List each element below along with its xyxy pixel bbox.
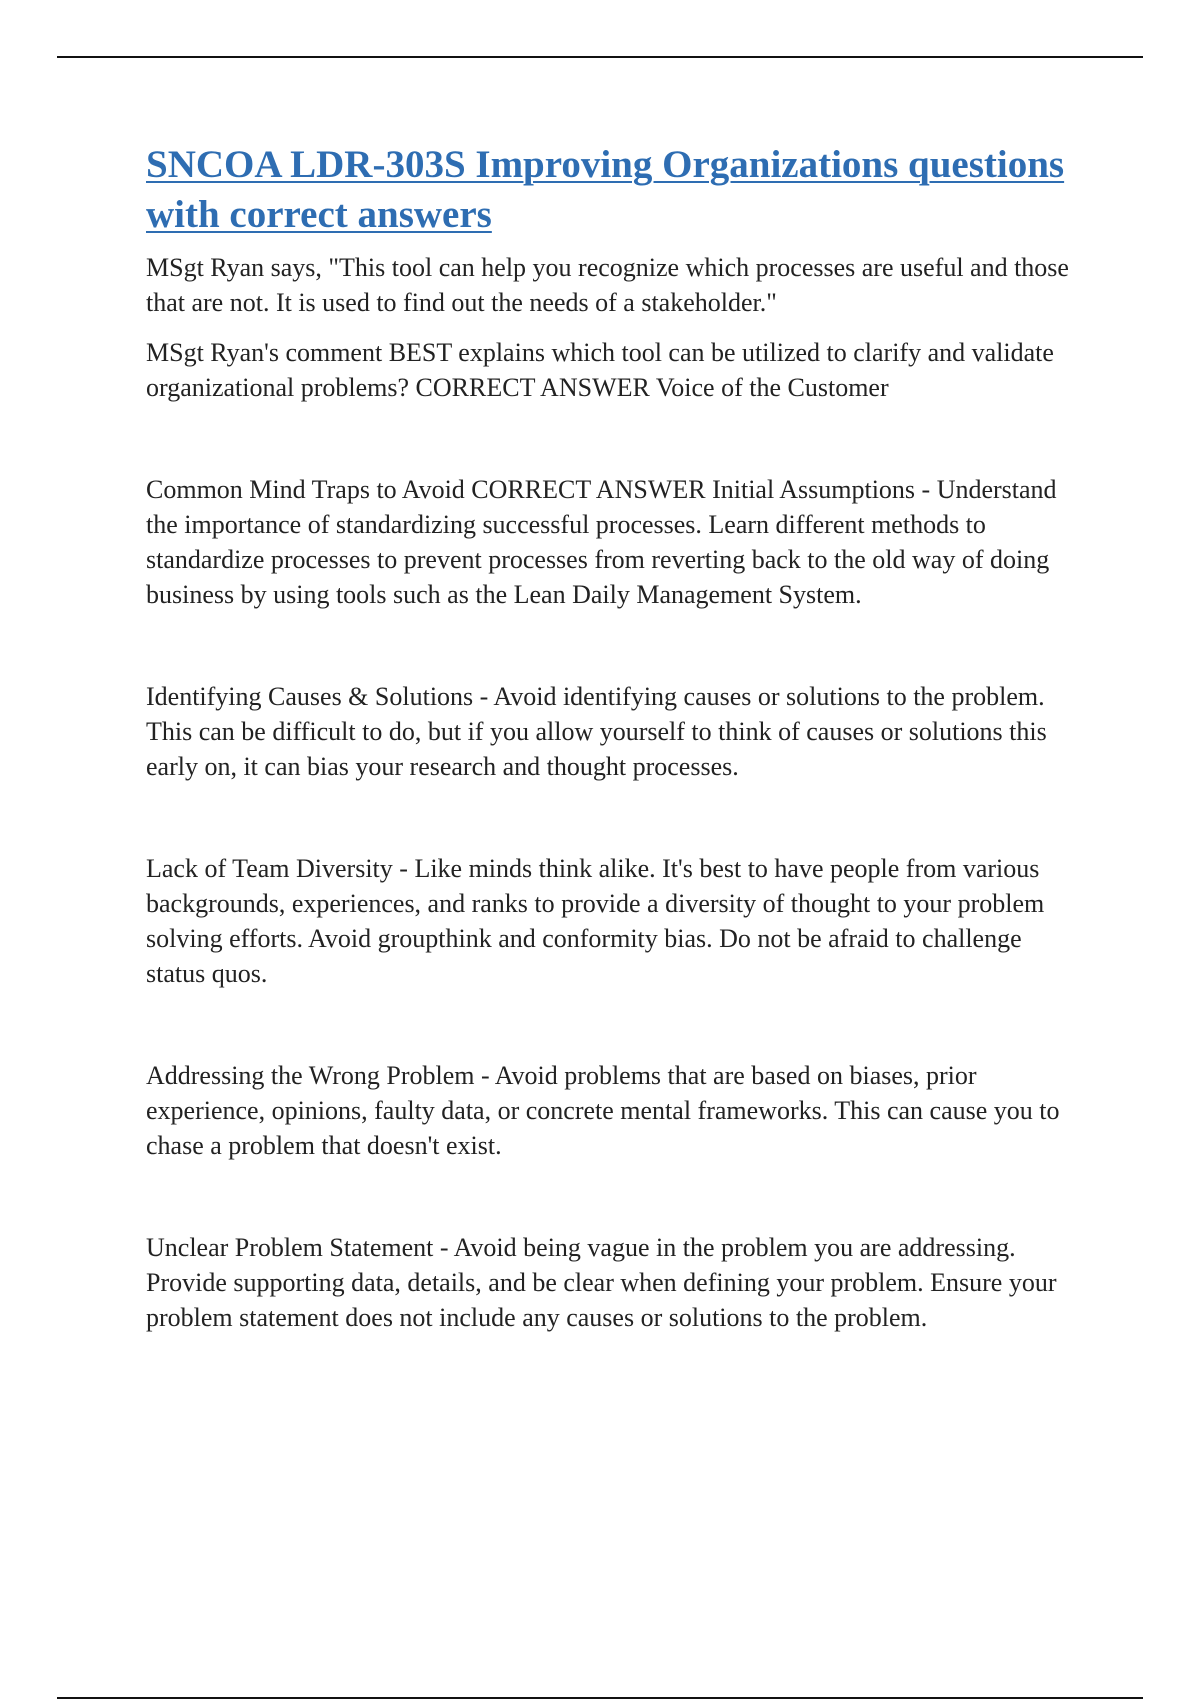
document-title-link[interactable]: SNCOA LDR-303S Improving Organizations questions with correct answers: [146, 143, 1065, 236]
bottom-rule: [57, 1697, 1143, 1699]
paragraph-wrong-problem: Addressing the Wrong Problem - Avoid problems that are based on biases, prior experience, opinions, faulty data, or concrete mental frameworks. This can cause you to chase a problem that doesn't exist.: [146, 1061, 1060, 1160]
paragraph-mind-traps: Common Mind Traps to Avoid CORRECT ANSWER Initial Assumptions - Understand the importance of standardizing successful processes. Learn different methods to standardize processes to prevent processes from reverting back to the old way of doing business by using tools such as the Lean Daily Management System.: [146, 475, 1057, 609]
paragraph-causes-solutions: Identifying Causes & Solutions - Avoid identifying causes or solutions to the problem. This can be difficult to do, but if you allow yourself to think of causes or solutions this early on, it can bias your research and thought processes.: [146, 682, 1047, 781]
paragraph-voice-of-customer: MSgt Ryan's comment BEST explains which tool can be utilized to clarify and validate organizational problems? CORRECT ANSWER Voice of the Customer: [146, 338, 1054, 402]
paragraph-team-diversity: Lack of Team Diversity - Like minds think alike. It's best to have people from various backgrounds, experiences, and ranks to provide a diversity of thought to your problem solving efforts. Avoid groupthink and conformity bias. Do not be afraid to challenge status quos.: [146, 854, 1045, 988]
top-rule: [57, 56, 1143, 58]
paragraph-problem-statement: Unclear Problem Statement - Avoid being vague in the problem you are addressing. Provide supporting data, details, and be clear when defining your problem. Ensure your problem statement does not include any causes or solutions to the problem.: [146, 1233, 1057, 1332]
paragraph-stakeholder-quote: MSgt Ryan says, "This tool can help you recognize which processes are useful and those that are not. It is used to find out the needs of a stakeholder.": [146, 253, 1069, 317]
document-body: [146, 140, 1086, 1335]
